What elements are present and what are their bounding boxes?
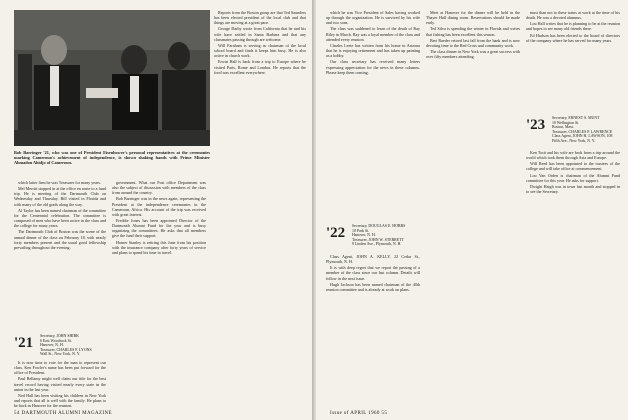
class-number: '22	[326, 225, 346, 241]
paragraph: Dwight Haigh was in town last month and stopped in to see the Secretary.	[526, 184, 620, 195]
right-page	[316, 0, 628, 420]
address-line: 10 Wellington St.	[552, 120, 580, 125]
secretary-line: Secretary, DOUGLAS E. HOBBS	[352, 224, 406, 228]
left-column-1	[14, 180, 106, 330]
paragraph: The class dinner in New York was a great success with over fifty members attending.	[426, 49, 520, 60]
secretary-line: Secretary, JOHN SHIRK	[40, 334, 79, 338]
class-23-heading	[526, 116, 620, 143]
class-22-heading	[326, 224, 420, 247]
paragraph: Al Taylor has been named chairman of the committee for the Centennial celebration. The committee is composed of men who have been active in the class and the college for many years.	[14, 207, 106, 229]
paragraph: Will Farnham is serving as chairman of the local school board and finds it keeps him busy. He is also active in church work.	[214, 42, 306, 59]
paragraph: Bert Raeder retired last fall from the bank and is now devoting time to the Red Cross and community work.	[426, 37, 520, 48]
paragraph: Bob Barringer was in the news again, representing the President at the independence ceremonies in the Cameroun, Africa. His account of the trip was received with great interest.	[112, 196, 206, 217]
paragraph: which he was Vice President of Sales having worked up through the organization. He is survived by his wife and two sons.	[326, 10, 420, 26]
address-line: 6 East Woodrock St.	[40, 338, 72, 343]
paragraph: George Darby wrote from California that he and his wife have settled in Santa Barbara and that any classmates passing through are welcome.	[214, 26, 306, 42]
paragraph: Erwin Hall is back from a trip to Europe where he visited Paris, Rome and London. He reports that the food was excellent everywhere.	[214, 59, 306, 75]
paragraph: Hugh Jackson has been named chairman of the 40th reunion committee and is already at work on plans.	[326, 281, 420, 292]
class-officers	[40, 334, 106, 357]
treasurer-line: Treasurer, CHARLES F. LYONS	[40, 347, 92, 352]
paragraph: It is with deep regret that we report the passing of a member of the class since our last column. Details will follow in the next issue.	[326, 265, 420, 281]
class-officers	[352, 224, 420, 247]
address-line: Boston, Mass.	[552, 125, 575, 130]
paragraph: The Dartmouth Club of Boston was the scene of the annual dinner of the class on February 18, with nearly forty members present and the usual good fellowship prevailing throughout the evening.	[14, 229, 106, 250]
photo-caption: Bob Barringer '21, who was one of President Eisenhower's personal representatives at the ceremonies marking Cameroun's achievement of independence, is shown shaking hands with Prime Minister Ahmadou Ahidjo of Cameroun.	[14, 150, 210, 166]
treasurer-line: Treasurer, CHARLES P. LAWRENCE	[552, 129, 613, 134]
address-line: Hanover, N. H.	[40, 343, 64, 348]
paragraph: Ken Tosti and his wife are back from a trip around the world which took them through Asia and Europe.	[526, 150, 620, 161]
address-line: Wall St., New York, N. Y.	[40, 352, 80, 357]
right-column-1	[326, 10, 420, 220]
paragraph: Paul Bellamy might well claim our title for the best travel record having visited nearly every state in the union in the last year.	[14, 376, 106, 392]
paragraph: Freddie Jones has been appointed Director of the Dartmouth Alumni Fund for the year and is busy organizing the committees. He asks that all members give the fund their support.	[112, 218, 206, 239]
class-officers	[552, 116, 620, 144]
paragraph: Class Agent, JOHN A. KELLY, 22 Cedar St., Plymouth, N. H.	[326, 254, 420, 265]
paragraph: must than not to these trains at work at the time of his death. He was a devoted alumnus.	[526, 10, 620, 21]
paragraph: Charles Leete has written from his home in Arizona that he is enjoying retirement and has taken up painting as a hobby.	[326, 42, 420, 59]
class-number: '23	[526, 117, 546, 133]
footer-left: 54 DARTMOUTH ALUMNI MAGAZINE	[14, 411, 112, 416]
left-column-2	[112, 180, 206, 410]
paragraph: Homer Stanley is retiring this June from his position with the insurance company after forty years of service and plans to spend his time in travel.	[112, 239, 206, 255]
address-line: Hanover, N. H.	[352, 233, 376, 238]
right-column-3	[526, 10, 620, 110]
paragraph: Ted Silva is spending the winter in Florida and writes that fishing has been excellent this season.	[426, 26, 520, 37]
class-21-heading	[14, 334, 106, 357]
right-column-1-bottom	[326, 254, 420, 410]
paragraph: Meet at Hanover for the dinner will be held in the Thayer Hall dining room. Reservations should be made early.	[426, 10, 520, 26]
paragraph: Lou Hall writes that he is planning to be at the reunion and hopes to see many old friends there.	[526, 21, 620, 32]
paragraph: Our class secretary has received many letters expressing appreciation for the news in these columns. Please keep them coming.	[326, 59, 420, 75]
address-line: 10 Park St.	[352, 228, 370, 233]
news-photo	[14, 10, 210, 146]
paragraph: Will Reed has been appointed to the trustees of the college and will take office at commencement.	[526, 161, 620, 172]
address-line: 9 Linden Ave., Plymouth, N. H.	[352, 242, 402, 247]
class-number: '21	[14, 335, 34, 351]
paragraph: government. What our Post office Department was also the subject of discussion with members of the class from around the country.	[112, 180, 206, 196]
left-column-3	[214, 10, 306, 410]
paragraph: Ned Hall has been visiting his children in New York and reports that all is well with the family. He plans to be back in Hanover for the reunion.	[14, 392, 106, 409]
paragraph: It is now time to vote for the man to represent our class. Ken Fowler's name has been put forward for the office of President.	[14, 360, 106, 376]
paragraph: Mel Merritt stopped in at the office en route to a fund trip. He is meeting of the Dartmouth Club on Wednesday and Thursday. Bill visited in Florida and with many of the old grads along the way.	[14, 186, 106, 207]
paragraph: Lou Van Orden is chairman of the Alumni Fund committee for this year. He asks for support.	[526, 172, 620, 183]
right-column-3-bottom	[526, 150, 620, 410]
treasurer-line: Treasurer, JOHN W. STERRETT	[352, 237, 404, 242]
left-page	[0, 0, 312, 420]
footer-right: Issue of APRIL 1960 55	[330, 411, 388, 416]
paragraph: Reports from the Boston group are that Ted Saunders has been elected president of the local club and that things are moving at a great pace.	[214, 10, 306, 26]
paragraph: Ed Hudson has been elected to the board of directors of the company where he has served for many years.	[526, 32, 620, 43]
paragraph: which latter firm he was Treasurer for many years.	[18, 180, 101, 185]
left-column-1-bottom	[14, 360, 106, 410]
secretary-line: Secretary, ERNEST S. MUNT	[552, 116, 600, 120]
paragraph: The class was saddened to learn of the death of Ray Riley in March. Ray was a loyal member of the class and attended every reunion.	[326, 26, 420, 42]
right-column-2	[426, 10, 520, 410]
photo-image	[14, 10, 210, 146]
address-line: Class Agent, JOHN H. LAWSON, 108 Fifth Ave., New York, N. Y.	[552, 134, 613, 143]
